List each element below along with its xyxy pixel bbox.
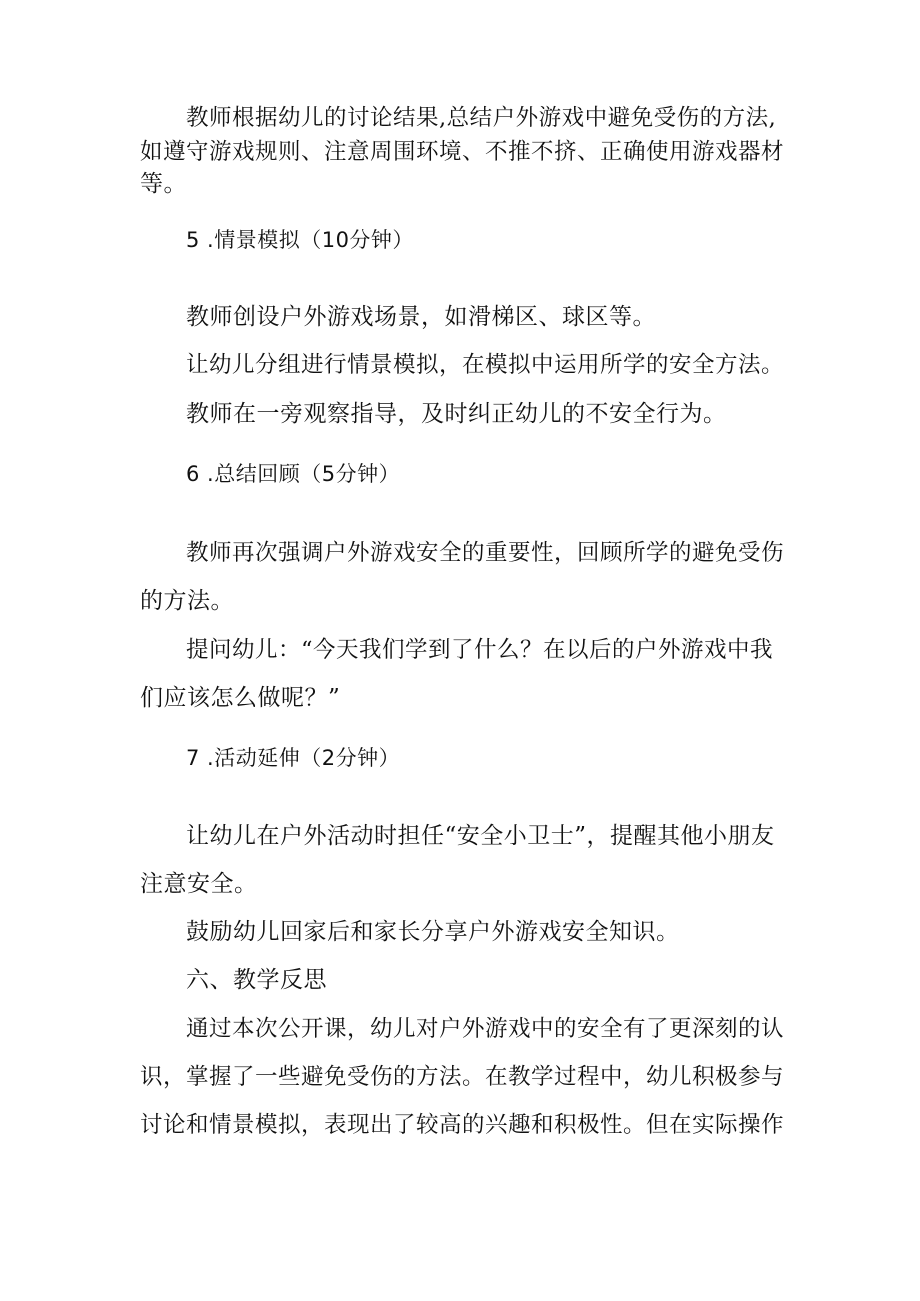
paragraph-line: 等。: [140, 171, 187, 197]
section-heading-7: 7 .活动延伸（2分钟）: [186, 746, 401, 770]
paragraph-line: 教师根据幼儿的讨论结果,总结户外游戏中避免受伤的方法,: [186, 105, 777, 131]
paragraph-line: 鼓励幼儿回家后和家长分享户外游戏安全知识。: [186, 919, 680, 945]
paragraph-line: 教师创设户外游戏场景，如滑梯区、球区等。: [186, 304, 656, 330]
paragraph-line: 如遵守游戏规则、注意周围环境、不推不挤、正确使用游戏器材: [140, 139, 785, 165]
paragraph-line: 们应该怎么做呢？”: [140, 685, 341, 711]
paragraph-line: 识，掌握了一些避免受伤的方法。在教学过程中，幼儿积极参与: [140, 1064, 785, 1090]
section-heading-reflection: 六、教学反思: [186, 967, 327, 993]
paragraph-line: 让幼儿分组进行情景模拟，在模拟中运用所学的安全方法。: [186, 352, 785, 378]
paragraph-line: 让幼儿在户外活动时担任“安全小卫士”，提醒其他小朋友: [186, 823, 775, 849]
paragraph-line: 讨论和情景模拟，表现出了较高的兴趣和积极性。但在实际操作: [140, 1112, 785, 1138]
paragraph-line: 教师在一旁观察指导，及时纠正幼儿的不安全行为。: [186, 401, 727, 427]
section-heading-6: 6 .总结回顾（5分钟）: [186, 462, 401, 486]
paragraph-line: 教师再次强调户外游戏安全的重要性，回顾所学的避免受伤: [186, 540, 785, 566]
paragraph-line: 注意安全。: [140, 871, 258, 897]
paragraph-line: 提问幼儿：“今天我们学到了什么？在以后的户外游戏中我: [186, 637, 774, 663]
section-heading-5: 5 .情景模拟（10分钟）: [186, 228, 414, 252]
paragraph-line: 的方法。: [140, 588, 234, 614]
paragraph-line: 通过本次公开课，幼儿对户外游戏中的安全有了更深刻的认: [186, 1016, 785, 1042]
